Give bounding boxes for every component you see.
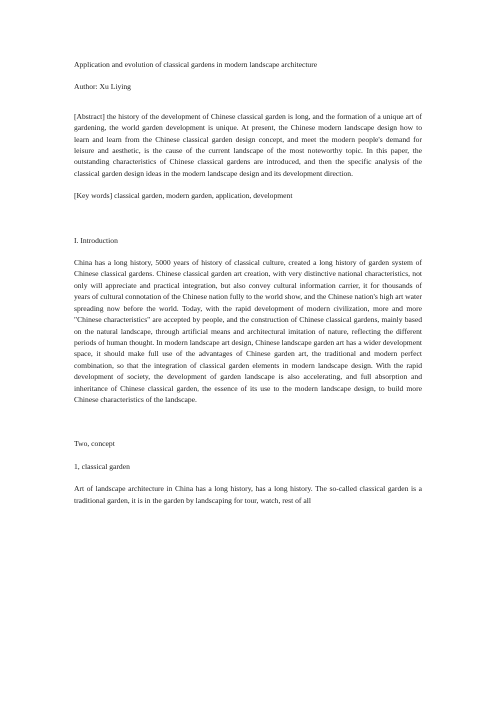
section-heading-concept: Two, concept	[74, 439, 115, 449]
section-heading-introduction: I. Introduction	[74, 235, 118, 245]
document-author: Author: Xu Liying	[74, 82, 131, 92]
document-body	[74, 59, 422, 506]
classical-garden-paragraph: Art of landscape architecture in China has a long history, has a long history. The so-called classical garden is a traditional garden, it is in the garden by landscaping for tour, watch, rest of all	[74, 484, 422, 505]
document-title: Application and evolution of classical gardens in modern landscape architecture	[74, 60, 318, 69]
keywords-line: [Key words] classical garden, modern garden, application, development	[74, 191, 293, 201]
abstract-paragraph: [Abstract] the history of the development of Chinese classical garden is long, and the formation of a unique art of gardening, the world garden development is unique. At present, the Chinese modern landscape design how to learn and learn from the Chinese classical garden design concept, and meet the modern people's demand for leisure and aesthetic, is the cause of the current landscape of the most noteworthy topic. In this paper, the outstanding characteristics of Chinese classical gardens are introduced, and then the specific analysis of the classical garden design ideas in the modern landscape design and its development direction.	[74, 111, 422, 178]
subsection-heading-classical-garden: 1, classical garden	[74, 461, 130, 471]
introduction-paragraph: China has a long history, 5000 years of history of classical culture, created a long history of garden system of Chinese classical gardens. Chinese classical garden art creation, with very distinctive national characteristics, not only will appreciate and practical integration, but also convey cultural information carrier, it for thousands of years of cultural connotation of the Chinese nation fully to the world show, and the Chinese nation's high art water spreading now before the world. Today, with the rapid development of modern civilization, more and more "Chinese characteristics" are accepted by people, and the construction of Chinese classical gardens, mainly based on the natural landscape, through artificial means and architectural imitation of nature, reflecting the different periods of human thought. In modern landscape art design, Chinese landscape garden art has a wider development space, it should make full use of the advantages of Chinese garden art, the traditional and modern perfect combination, so that the integration of classical garden elements in modern landscape design. With the rapid development of society, the development of garden landscape is also accelerating, and full absorption and inheritance of Chinese classical garden, the essence of its use to the modern landscape design, to build more Chinese characteristics of the landscape.	[74, 258, 422, 404]
